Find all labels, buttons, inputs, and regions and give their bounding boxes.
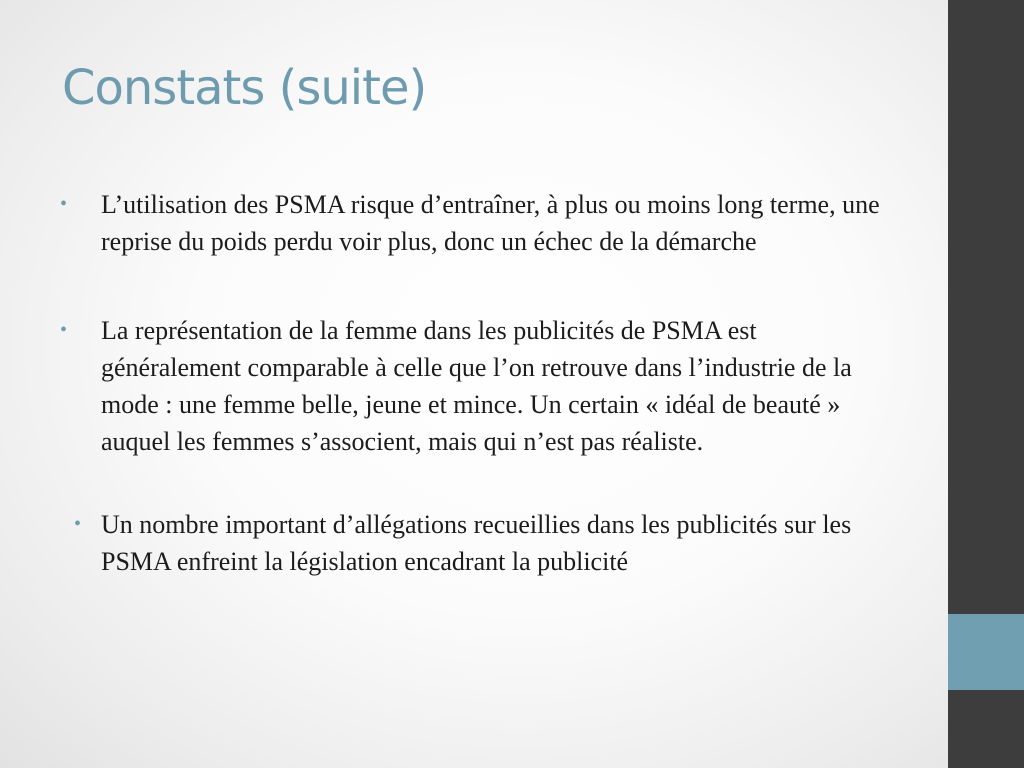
bullet-list [60, 186, 900, 632]
bullet-text: La représentation de la femme dans les publicités de PSMA est généralement comparable à celle que l’on retrouve dans l’industrie de la mode : une femme belle, jeune et mince. Un certain « idéal de beauté » auquel les femmes s’associent, mais qui n’est pas réaliste. [101, 316, 852, 456]
slide-title: Constats (suite) [62, 60, 427, 116]
bullet-item [60, 506, 900, 580]
bullet-text: Un nombre important d’allégations recueillies dans les publicités sur les PSMA enfreint la législation encadrant la publicité [101, 510, 852, 576]
bullet-icon: • [60, 319, 68, 341]
bullet-icon: • [74, 513, 82, 535]
bullet-icon: • [60, 193, 68, 215]
bullet-text: L’utilisation des PSMA risque d’entraîner, à plus ou moins long terme, une reprise du poids perdu voir plus, donc un échec de la démarche [101, 190, 880, 256]
bullet-item [60, 186, 900, 260]
bullet-item [60, 312, 900, 460]
sidebar-accent-block [948, 614, 1024, 690]
